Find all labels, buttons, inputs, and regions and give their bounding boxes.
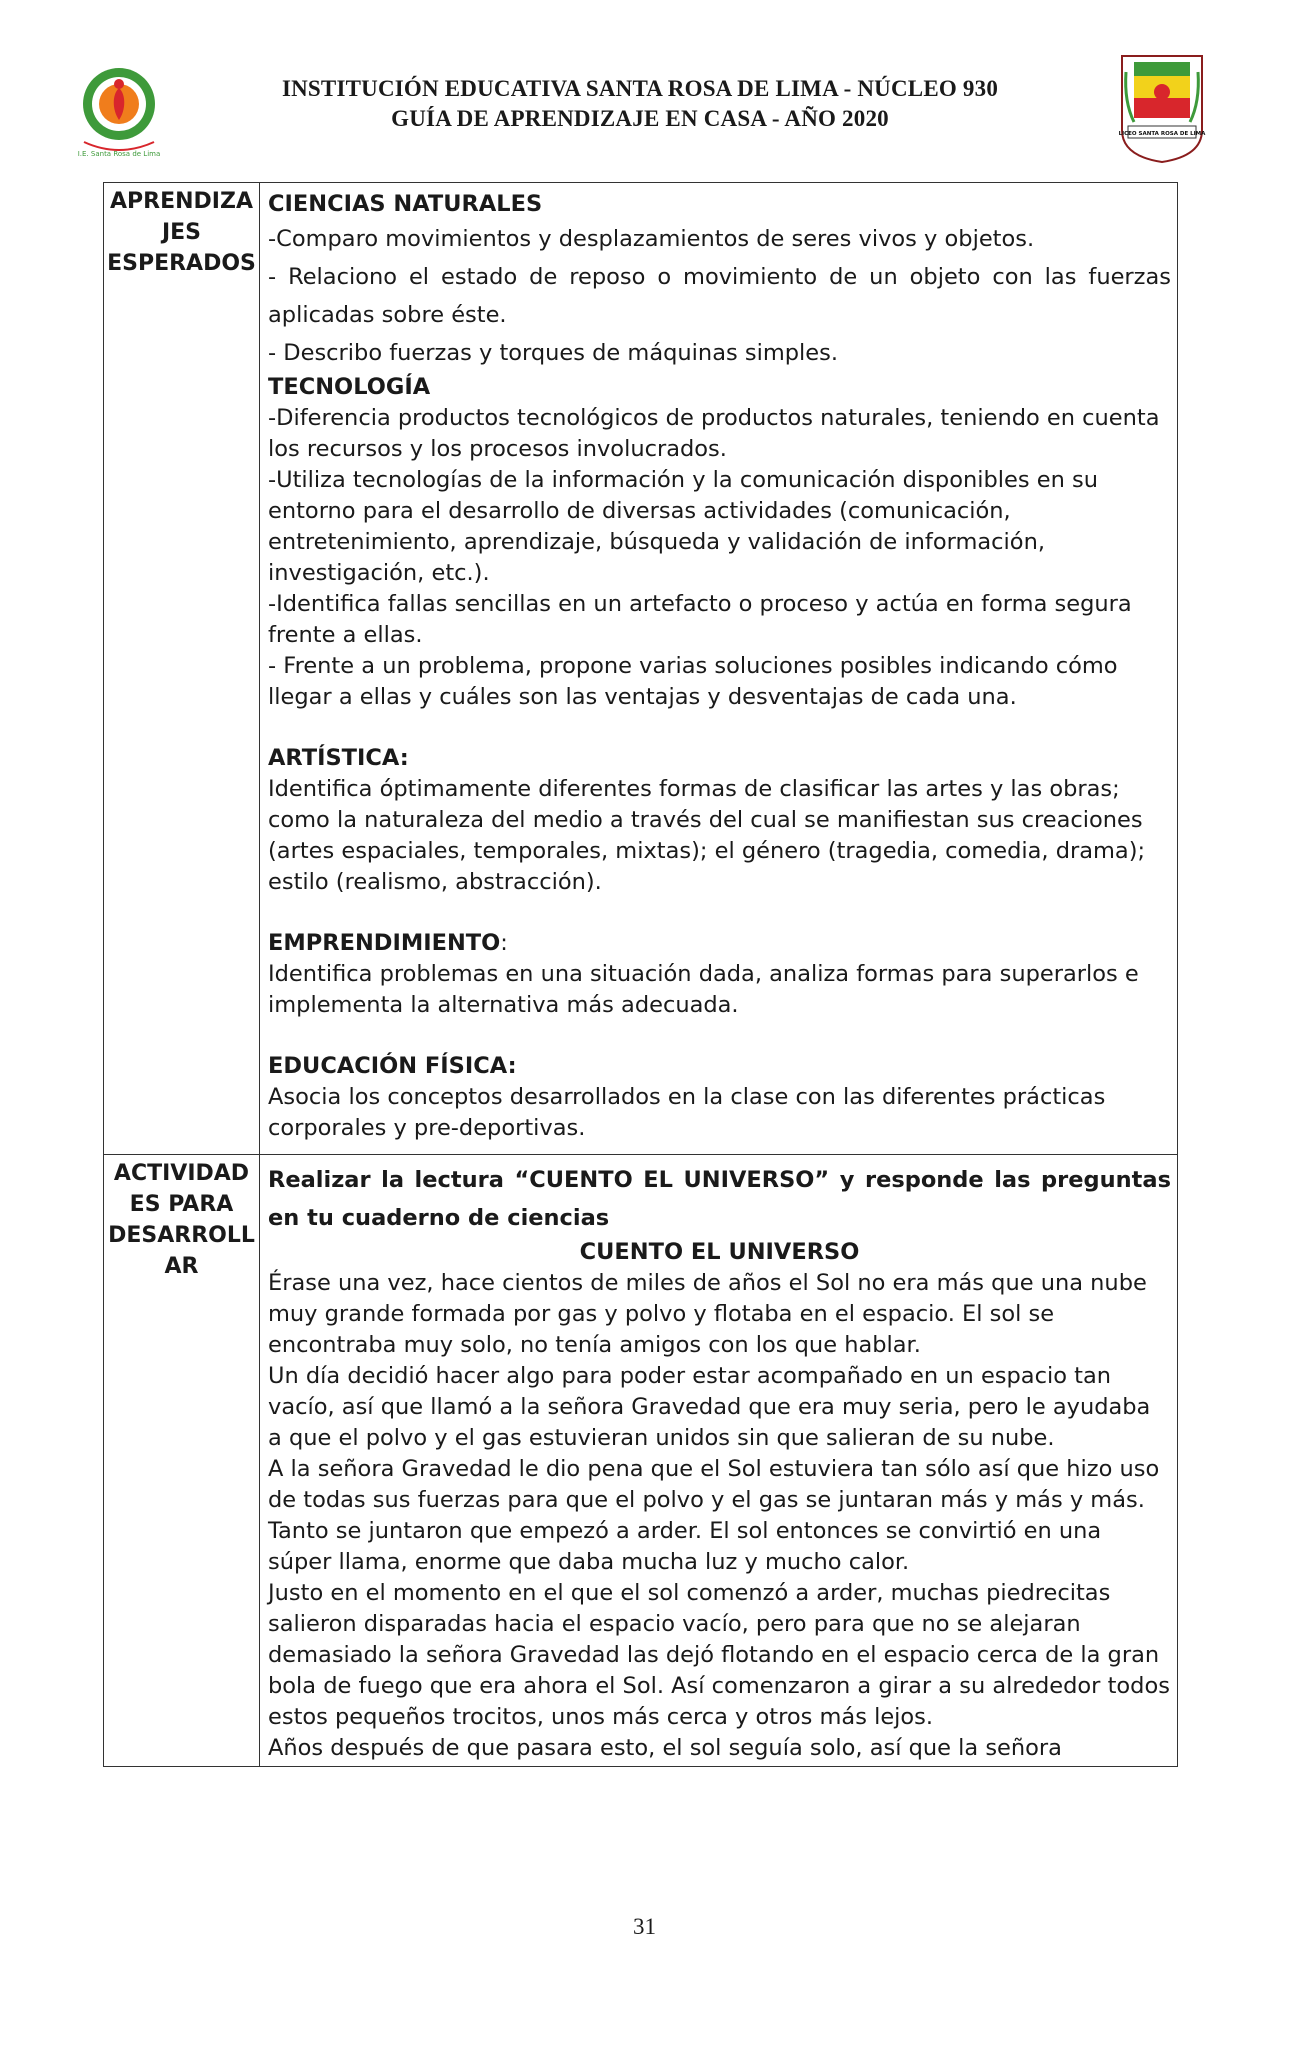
page-number: 31 xyxy=(633,1914,656,1939)
tecnologia-item: -Identifica fallas sencillas en un artefacto o proceso y actúa en forma segura frente a ellas. xyxy=(268,591,1132,648)
svg-text:I.E. Santa Rosa de Lima: I.E. Santa Rosa de Lima xyxy=(77,150,161,158)
story-paragraph: A la señora Gravedad le dio pena que el Sol estuviera tan sólo así que hizo uso de todas sus fuerzas para que el polvo y el gas se juntaran más y más y más. Tanto se juntaron que empezó a arder. El sol entonces se convirtió en una súper llama, enorme que daba mucha luz y mucho calor. xyxy=(268,1456,1160,1575)
page-header xyxy=(0,0,1289,180)
label-line: AR xyxy=(164,1254,199,1279)
svg-text:LICEO SANTA ROSA DE LIMA: LICEO SANTA ROSA DE LIMA xyxy=(1118,131,1206,137)
emprendimiento-colon: : xyxy=(500,930,508,956)
tecnologia-item: -Diferencia productos tecnológicos de productos naturales, teniendo en cuenta los recursos y los procesos involucrados. xyxy=(268,405,1160,462)
learning-outcomes-label xyxy=(104,183,260,1155)
tecnologia-item: -Utiliza tecnologías de la información y la comunicación disponibles en su entorno para el desarrollo de diversas actividades (comunicación, entretenimiento, aprendizaje, búsqueda y validación de información, investigación, etc.). xyxy=(268,467,1098,586)
educacion-text: Asocia los conceptos desarrollados en la clase con las diferentes prácticas corporales y pre-deportivas. xyxy=(268,1084,1106,1141)
ciencias-item: -Comparo movimientos y desplazamientos de seres vivos y objetos. xyxy=(268,226,1035,252)
label-line: JES xyxy=(161,220,202,245)
emprendimiento-heading xyxy=(268,928,1171,959)
activities-row xyxy=(104,1155,1178,1767)
task-instruction: Realizar la lectura “CUENTO EL UNIVERSO” y responde las preguntas en tu cuaderno de ciencias xyxy=(268,1167,1171,1231)
educacion-title: EDUCACIÓN FÍSICA: xyxy=(268,1053,517,1079)
label-line: ES PARA xyxy=(129,1192,234,1217)
emprendimiento-text: Identifica problemas en una situación dada, analiza formas para superarlos e implementa la alternativa más adecuada. xyxy=(268,961,1139,1018)
ciencias-item: - Relaciono el estado de reposo o movimiento de un objeto con las fuerzas aplicadas sobre éste. xyxy=(268,264,1171,328)
header-titles xyxy=(200,74,1080,134)
shield-logo-icon xyxy=(1118,52,1206,164)
label-line: DESARROLL xyxy=(108,1223,255,1248)
ciencias-item: - Describo fuerzas y torques de máquinas simples. xyxy=(268,340,838,366)
story-paragraph: Justo en el momento en el que el sol comenzó a arder, muchas piedrecitas salieron disparadas hacia el espacio vacío, pero para que no se alejaran demasiado la señora Gravedad las dejó flotando en el espacio cerca de la gran bola de fuego que era ahora el Sol. Así comenzaron a girar a su alrededor todos estos pequeños trocitos, unos más cerca y otros más lejos. xyxy=(268,1580,1170,1730)
story-paragraph: Un día decidió hacer algo para poder estar acompañado en un espacio tan vacío, así que llamó a la señora Gravedad que era muy seria, pero le ayudaba a que el polvo y el gas estuvieran unidos sin que salieran de su nube. xyxy=(268,1363,1151,1451)
emprendimiento-title: EMPRENDIMIENTO xyxy=(268,930,501,956)
tecnologia-item: - Frente a un problema, propone varias soluciones posibles indicando cómo llegar a ellas y cuáles son las ventajas y desventajas de cada una. xyxy=(268,653,1118,710)
story-title: CUENTO EL UNIVERSO xyxy=(579,1239,860,1265)
tecnologia-title: TECNOLOGÍA xyxy=(268,374,431,400)
artistica-title: ARTÍSTICA: xyxy=(268,745,409,771)
content-table xyxy=(103,182,1178,1767)
story-paragraph: Años después de que pasara esto, el sol seguía solo, así que la señora xyxy=(268,1735,1062,1761)
activities-label xyxy=(104,1155,260,1767)
label-line: ACTIVIDAD xyxy=(113,1161,250,1186)
learning-outcomes-row xyxy=(104,183,1178,1155)
label-line: APRENDIZA xyxy=(110,189,253,214)
school-logo-icon xyxy=(74,62,164,162)
guide-title: GUÍA DE APRENDIZAJE EN CASA - AÑO 2020 xyxy=(391,106,889,131)
institution-name: INSTITUCIÓN EDUCATIVA SANTA ROSA DE LIMA - NÚCLEO 930 xyxy=(281,76,999,101)
story-paragraph: Érase una vez, hace cientos de miles de años el Sol no era más que una nube muy grande formada por gas y polvo y flotaba en el espacio. El sol se encontraba muy solo, no tenía amigos con los que hablar. xyxy=(268,1270,1147,1358)
activities-content xyxy=(260,1155,1178,1767)
artistica-text: Identifica óptimamente diferentes formas de clasificar las artes y las obras; como la naturaleza del medio a través del cual se manifiestan sus creaciones (artes espaciales, temporales, mixtas); el género (tragedia, comedia, drama); estilo (realismo, abstracción). xyxy=(268,776,1146,895)
label-line: ESPERADOS xyxy=(107,251,256,276)
learning-outcomes-content xyxy=(260,183,1178,1155)
ciencias-title: CIENCIAS NATURALES xyxy=(268,191,543,217)
